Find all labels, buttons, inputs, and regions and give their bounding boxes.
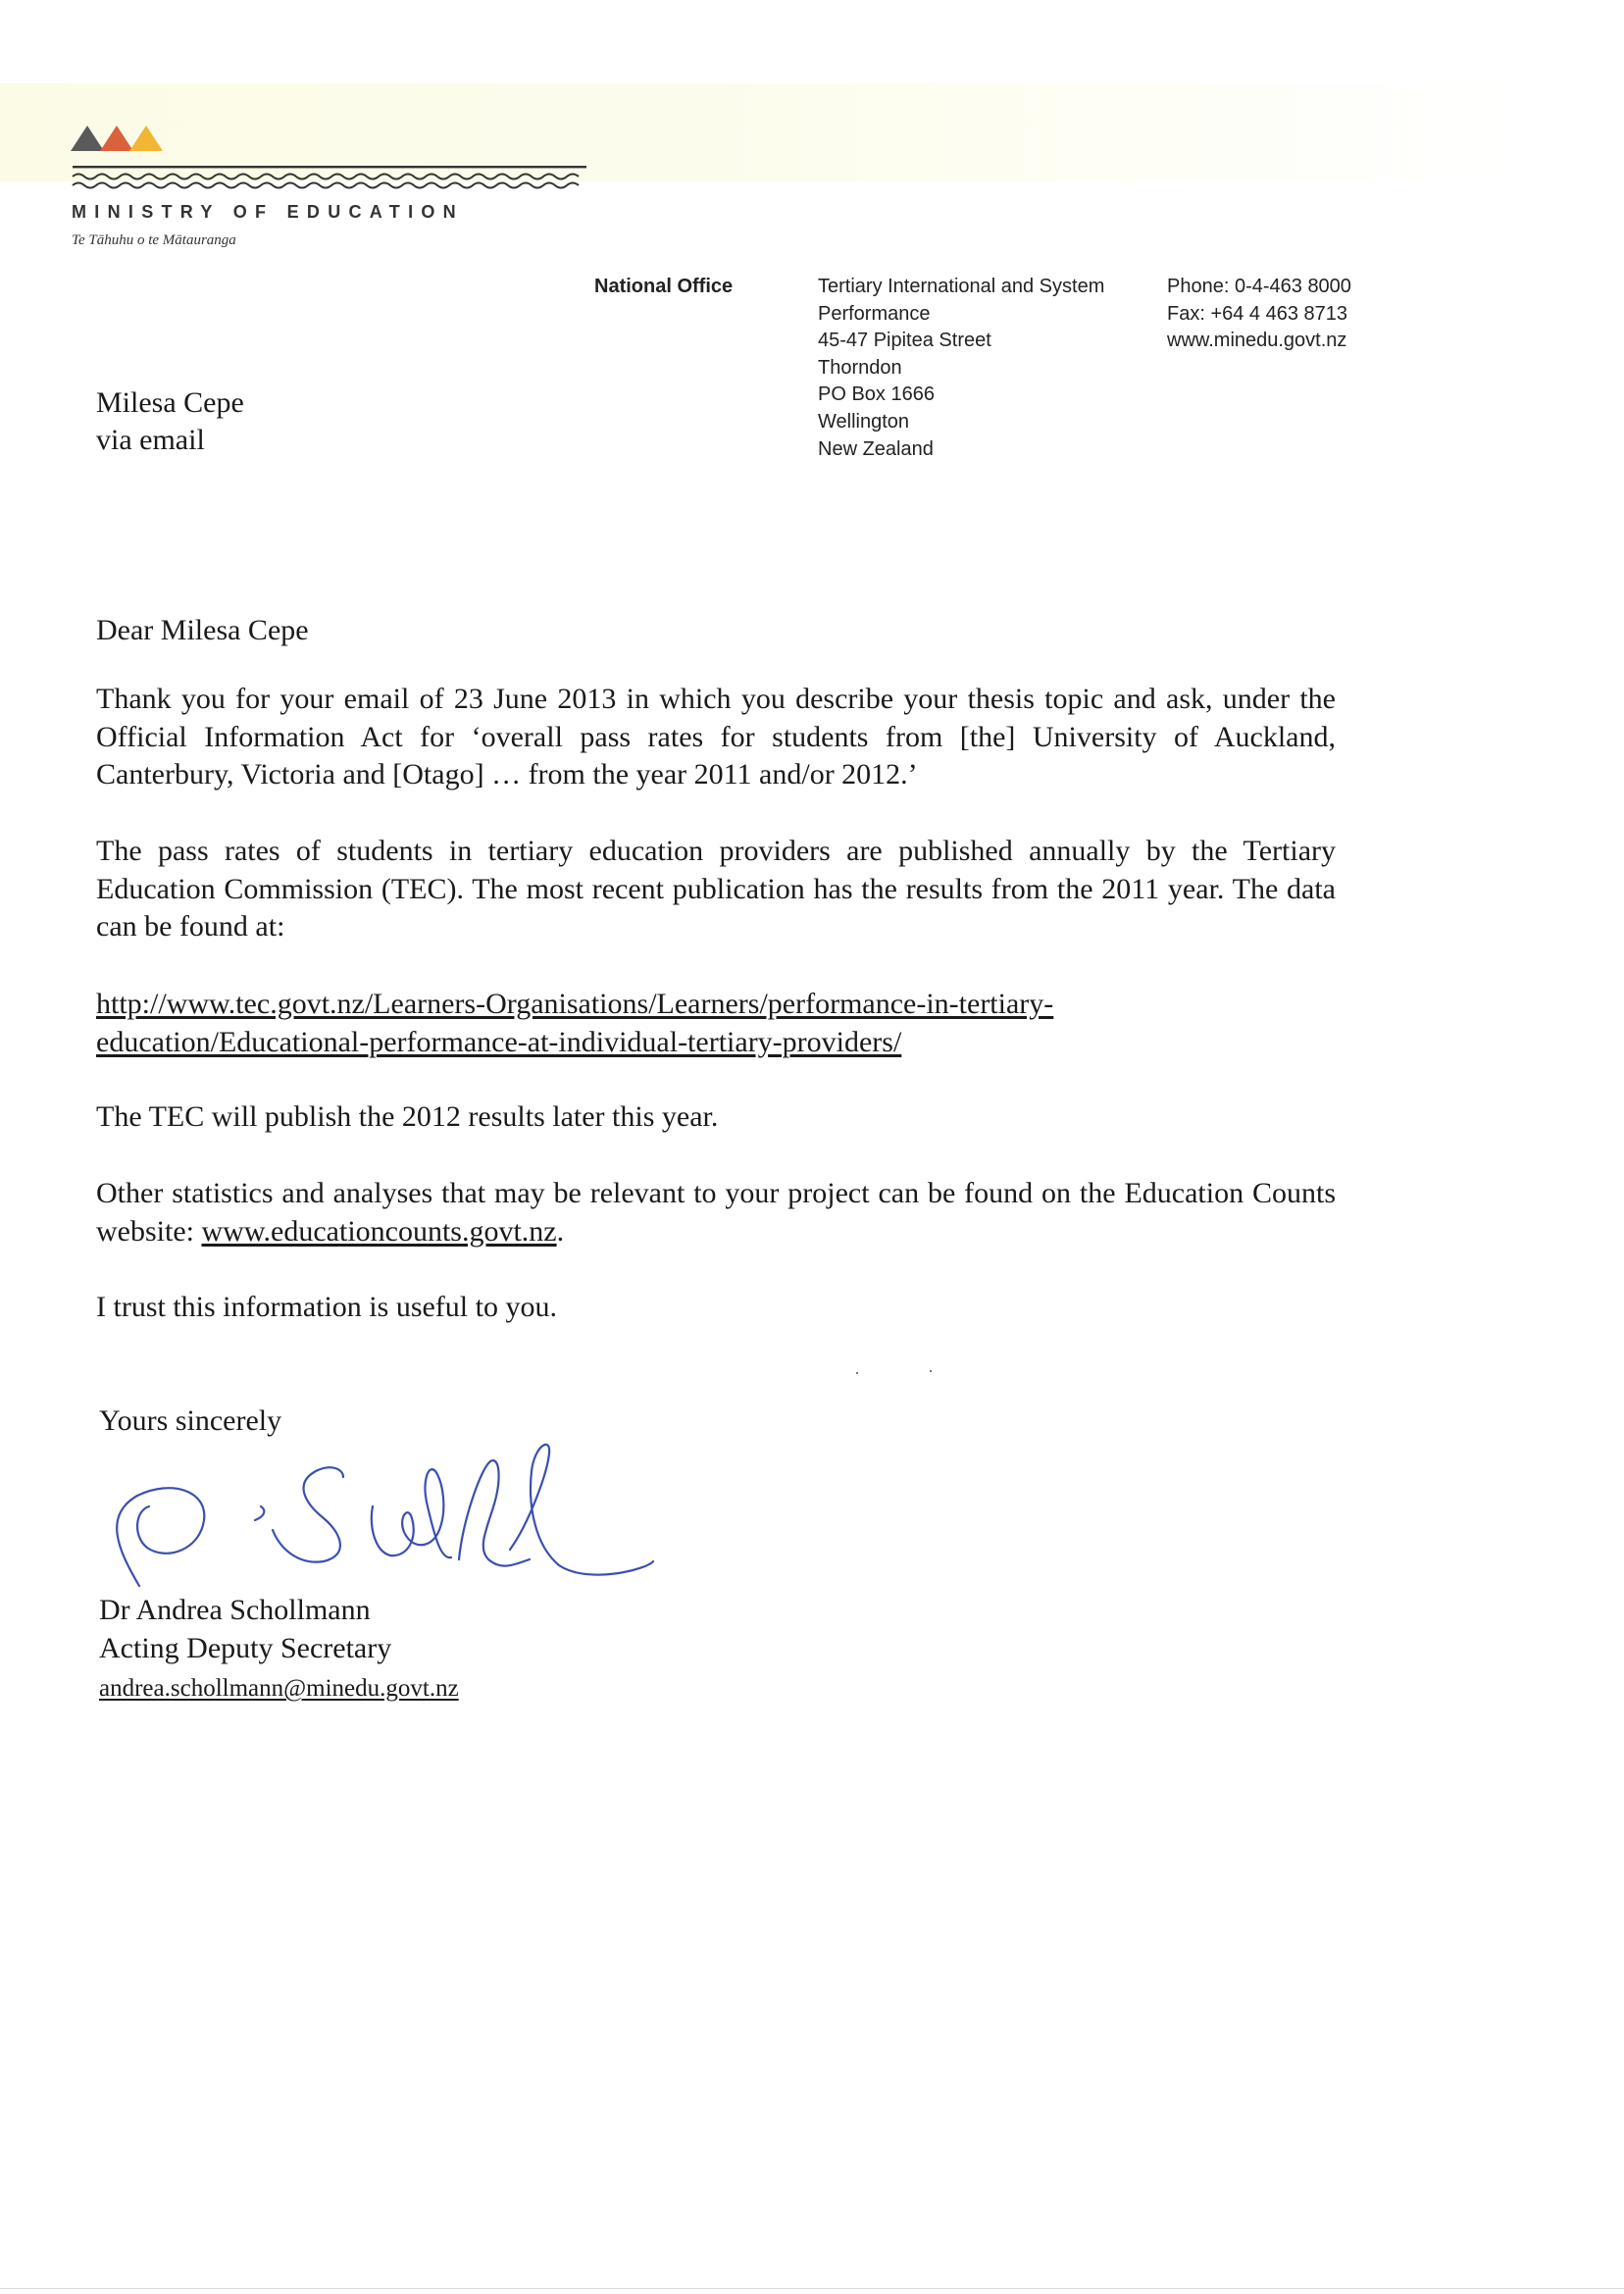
paragraph-pass-rates: The pass rates of students in tertiary education providers are published annually by the Tertiary Education Commission (TEC). The most recent publication has the results from the 2011 year. The data can be found at: (96, 835, 1336, 943)
signatory-title: Acting Deputy Secretary (99, 1632, 392, 1664)
address-line: 45-47 Pipitea Street (818, 330, 991, 352)
address-line: New Zealand (818, 437, 934, 460)
paragraph-2012-results: The TEC will publish the 2012 results later this year. (96, 1100, 719, 1133)
organization-maori-name: Te Tāhuhu o te Mātauranga (72, 232, 236, 248)
handwritten-signature (98, 1412, 667, 1599)
address-line: Tertiary International and System (818, 276, 1105, 297)
paragraph-education-counts (96, 1175, 1336, 1250)
phone-number: Phone: 0-4-463 8000 (1167, 276, 1351, 297)
address-line: Performance (818, 302, 931, 325)
scan-speck (930, 1370, 932, 1372)
tec-link[interactable] (96, 986, 1336, 1061)
salutation: Dear Milesa Cepe (96, 614, 309, 646)
organization-name: MINISTRY OF EDUCATION (72, 202, 464, 222)
education-counts-period: . (556, 1214, 565, 1248)
recipient-method: via email (96, 424, 205, 456)
office-label: National Office (594, 276, 734, 297)
signatory-name: Dr Andrea Schollmann (99, 1594, 371, 1626)
logo-triangle-grey (71, 126, 104, 151)
address-line: Thorndon (818, 356, 902, 379)
recipient-name: Milesa Cepe (96, 386, 244, 419)
ministry-logo-icon (71, 120, 590, 198)
logo-triangle-yellow (129, 126, 163, 151)
scan-speck (856, 1372, 858, 1374)
signatory-email[interactable]: andrea.schollmann@minedu.govt.nz (99, 1675, 459, 1702)
office-contact (1167, 274, 1422, 355)
education-counts-text: Other statistics and analyses that may be relevant to your project can be found on the Education Counts website: (96, 1177, 1336, 1248)
address-line: Wellington (818, 410, 910, 433)
tec-link-line[interactable]: http://www.tec.govt.nz/Learners-Organisations/Learners/performance-in-tertiary- (96, 988, 1054, 1020)
website: www.minedu.govt.nz (1167, 330, 1347, 352)
closing: Yours sincerely (99, 1404, 282, 1437)
paragraph-request: Thank you for your email of 23 June 2013 in which you describe your thesis topic and ask, under the Official Information Act for ‘overall pass rates for students from [the] University of Auckland, Canterbury, Victoria and [Otago] … from the year 2011 and/or 2012.’ (96, 683, 1336, 790)
fax-number: Fax: +64 4 463 8713 (1167, 302, 1348, 325)
logo-triangle-orange (100, 126, 133, 151)
education-counts-link[interactable]: www.educationcounts.govt.nz (201, 1214, 557, 1248)
scan-bottom-edge (0, 2288, 1624, 2289)
paragraph-closing-note: I trust this information is useful to you. (96, 1291, 557, 1323)
recipient-block (96, 384, 244, 459)
office-address (818, 274, 1142, 463)
address-line: PO Box 1666 (818, 383, 935, 406)
tec-link-line[interactable]: education/Educational-performance-at-individual-tertiary-providers/ (96, 1025, 902, 1058)
